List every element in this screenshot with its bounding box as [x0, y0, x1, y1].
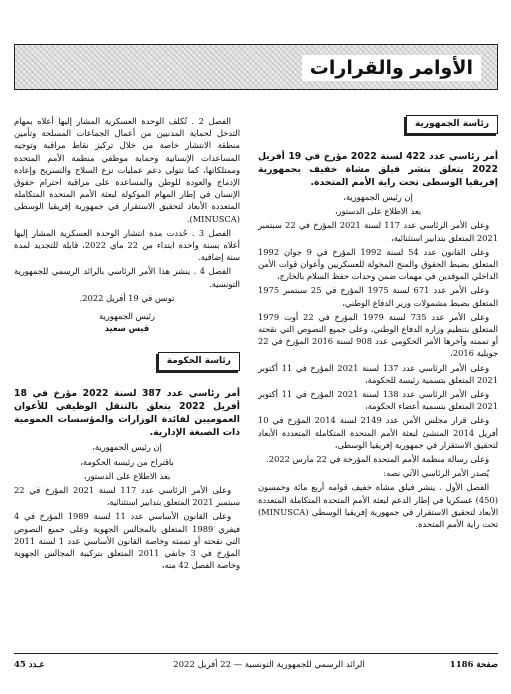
- decree-title: أمر رئاسي عدد 387 لسنة 2022 مؤرخ في 18 أفريل 2022 يتعلق بالتنقل الوظيفي للأعوان العموميين لفائدة الوزارات والمؤسسات العمومية ذات الصبغة الإدارية.: [14, 388, 241, 439]
- page-number: صفحة 1186: [449, 660, 498, 670]
- paragraph: الفصل الأول . ينشر فيلق مشاة خفيف قوامه أربع مائة وخمسون (450) عسكريا في إطار الدعم لبعثة الأمم المتحدة المتكاملة المتعددة الأبعاد لتحقيق الاستقرار في جمهورية إفريقيا الوسطى (MINUSCA) تحت راية الأمم المتحدة.: [258, 482, 498, 530]
- issue-number: عـدد 45: [14, 660, 45, 670]
- paragraph: يُصدر الأمر الرئاسي الآتي نصه:: [383, 468, 489, 479]
- footer-rule: [14, 653, 498, 654]
- paragraph: الفصل 4 . ينشر هذا الأمر الرئاسي بالرائد الرسمي للجمهورية التونسية.: [14, 266, 240, 289]
- page-title: الأوامر والقرارات: [302, 55, 481, 81]
- signature-block: [14, 310, 240, 334]
- paragraph: إن رئيس الجمهورية،: [343, 192, 413, 202]
- paragraph: وعلى الأمر الرئاسي عدد 138 لسنة 2021 المؤرخ في 11 أكتوبر 2021 المتعلق بتسمية أعضاء الحكومة،: [258, 389, 498, 412]
- paragraph: بعد الاطلاع على الدستور،: [334, 206, 422, 217]
- paragraph: إن رئيس الجمهورية،: [92, 442, 162, 453]
- paragraph: وعلى الأمر الرئاسي عدد 117 لسنة 2021 المؤرخ في 22 سبتمبر 2021 المتعلق بتدابير استثنائية،: [258, 220, 498, 243]
- title-banner: [14, 44, 498, 90]
- paragraph: وعلى قرار مجلس الأمن عدد 2149 لسنة 2014 المؤرخ في 10 أفريل 2014 المنشئ لبعثة الأمم المتحدة المتكاملة المتعددة الأبعاد لتحقيق الاستقرار في جمهورية إفريقيا الوسطى،: [258, 415, 498, 450]
- right-column: [258, 115, 498, 532]
- paragraph: وعلى القانون عدد 54 لسنة 1992 المؤرخ في 9 جوان 1992 المتعلق بضبط الحقوق والمنح المخولة للعسكريين وأعوان قوات الأمن الداخلي الموفدين في مهمات ضمن وحدات حفظ السلام بالخارج،: [258, 246, 498, 282]
- paragraph: باقتراح من رئيسة الحكومة،: [80, 456, 174, 467]
- paragraph: الفصل 3 . حُددت مدة انتشار الوحدة العسكرية المشار إليها أعلاه بسنة واحدة ابتداء من 22 ماي 2022، قابلة للتجديد لمدة سنة إضافية.: [14, 227, 240, 263]
- footer: [14, 658, 498, 672]
- section-heading-government: رئاسة الحكومة: [158, 352, 240, 371]
- decree-title: أمر رئاسي عدد 422 لسنة 2022 مؤرخ في 19 أفريل 2022 يتعلق بنشر فيلق مشاة خفيف بجمهورية إفريقيا الوسطى تحت راية الأمم المتحدة.: [258, 151, 499, 188]
- date-line: تونس في 19 أفريل 2022.: [79, 292, 175, 303]
- paragraph: وعلى الأمر عدد 671 لسنة 1975 المؤرخ في 25 سبتمبر 1975 المتعلق بضبط مشمولات وزير الدفاع الوطني،: [258, 285, 498, 308]
- paragraph: وعلى القانون الأساسي عدد 11 لسنة 1989 المؤرخ في 4 فيفري 1989 المتعلق بالمجالس الجهوية وعلى جميع النصوص التي نقحته أو تممته وخاصة القانون الأساسي عدد 1 لسنة 2011 المؤرخ في 3 جانفي 2011 المتعلق بتركيبة المجالس الجهوية وخاصة الفصل 42 منه،: [14, 511, 241, 571]
- signature-name: قيس سعيد: [104, 323, 150, 334]
- paragraph: وعلى رسالة منظمة الأمم المتحدة المؤرخة في 22 مارس 2022.: [266, 454, 489, 465]
- section-heading-presidency: رئاسة الجمهورية: [406, 115, 498, 134]
- paragraph: بعد الاطلاع على الدستور،: [83, 470, 171, 481]
- signature-title: رئيس الجمهورية: [99, 311, 155, 322]
- paragraph: وعلى الأمر عدد 735 لسنة 1979 المؤرخ في 22 أوت 1979 المتعلق بتنظيم وزارة الدفاع الوطني، وعلى جميع النصوص التي نقحته أو تممته وآخرها الأمر الحكومي عدد 908 لسنة 2016 المؤرخ في 22 جويلية 2016،: [258, 311, 499, 359]
- paragraph: وعلى الأمر الرئاسي عدد 137 لسنة 2021 المؤرخ في 11 أكتوبر 2021 المتعلق بتسمية رئيسة للحكومة،: [258, 362, 498, 385]
- left-column: [14, 115, 240, 573]
- paragraph: وعلى الأمر الرئاسي عدد 117 لسنة 2021 المؤرخ في 22 سبتمبر 2021 المتعلق بتدابير استثنائية،: [14, 485, 240, 508]
- paragraph: الفصل 2 . تُكلف الوحدة العسكرية المشار إليها أعلاه بمهام التدخل لحماية المدنيين من أعمال الجماعات المسلحة وتأمين منطقة الانتشار خاصة من خلال تركيز نقاط مراقبة وتوجيه المساعدات الإنسانية وحماية موظفي منظمة الأمم المتحدة وممتلكاتها، كما تتولى دعم عمليات نزع السلاح والتسريح وإعادة الإدماج والعودة للوطن والمساعدة على مراقبة احترام حقوق الإنسان في إطار المهام الموكولة لبعثة الأمم المتحدة المتكاملة المتعددة الأبعاد لتحقيق الاستقرار في جمهورية إفريقيا الوسطى (MINUSCA).: [14, 116, 240, 224]
- journal-name: الرائد الرسمي للجمهورية التونسية — 22 أفريل 2022: [173, 660, 365, 670]
